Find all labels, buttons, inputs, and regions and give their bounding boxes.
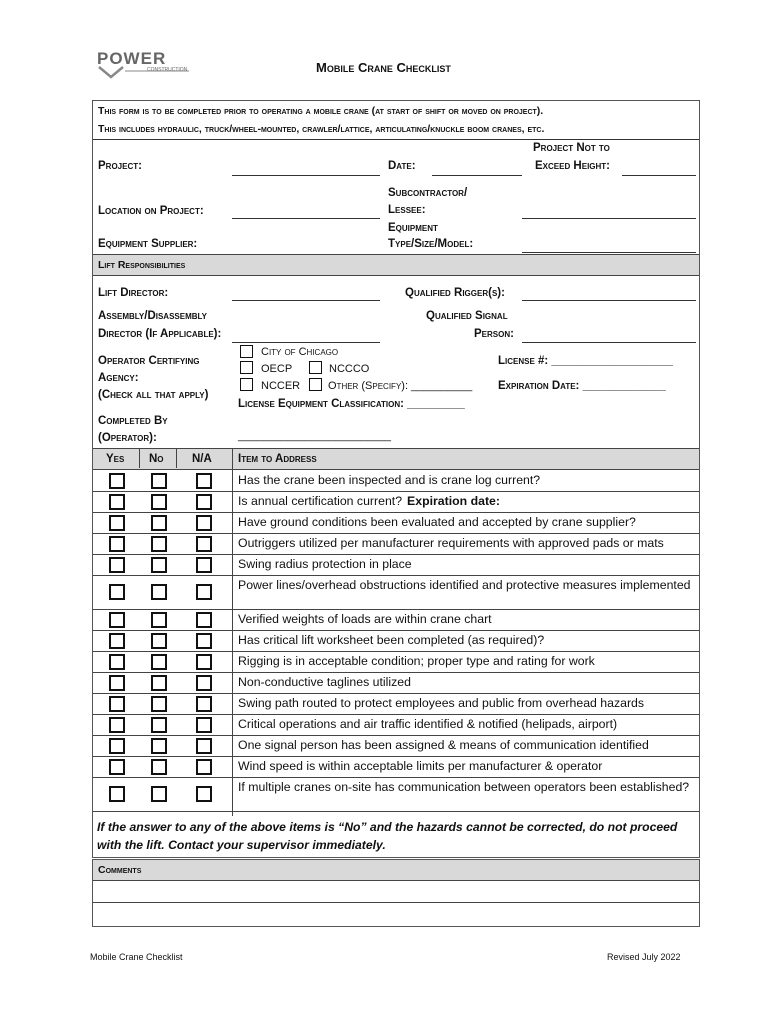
oecp-checkbox[interactable] [240,361,253,374]
checkbox-no[interactable] [151,515,167,531]
col-divider [232,448,233,816]
row-divider [93,714,699,715]
logo-sub: CONSTRUCTION [147,67,188,73]
checklist-item [238,653,696,670]
checklist-item-text: Verified weights of loads are within crane chart [238,612,492,626]
checklist-item [238,716,696,733]
checkbox-na[interactable] [196,633,212,649]
checklist-item-text: Have ground conditions been evaluated and accepted by crane supplier? [238,515,636,529]
row-divider [93,651,699,652]
row-divider [93,512,699,513]
comments-label: Comments [98,864,142,876]
lift-director-input[interactable] [232,300,380,301]
nccer-checkbox[interactable] [240,378,253,391]
checkbox-yes[interactable] [109,584,125,600]
checklist-item-text: Non-conductive taglines utilized [238,675,411,689]
checkbox-na[interactable] [196,536,212,552]
oecp-label: OECP [261,363,293,375]
checkbox-yes[interactable] [109,633,125,649]
expiration-date-label: Expiration date: [407,494,500,508]
checkbox-na[interactable] [196,786,212,802]
assembly-label-1: Assembly/Disassembly [98,310,208,322]
checkbox-na[interactable] [196,494,212,510]
checklist-item [238,695,696,712]
checkbox-yes[interactable] [109,675,125,691]
equip-type-label-2: Type/Size/Model: [388,238,474,250]
col-na: N/A [192,453,212,465]
row-divider [93,630,699,631]
col-divider [176,448,177,468]
checkbox-yes[interactable] [109,759,125,775]
checklist-item-text: Wind speed is within acceptable limits per manufacturer & operator [238,759,603,773]
checkbox-no[interactable] [151,717,167,733]
row-divider [93,756,699,757]
chicago-label: City of Chicago [261,346,339,358]
row-divider [93,609,699,610]
lift-director-label: Lift Director: [98,287,169,299]
checkbox-na[interactable] [196,473,212,489]
checkbox-na[interactable] [196,584,212,600]
checklist-item [238,493,696,510]
project-label: Project: [98,160,142,172]
checkbox-na[interactable] [196,654,212,670]
checkbox-yes[interactable] [109,536,125,552]
equip-type-input[interactable] [522,252,696,253]
checkbox-no[interactable] [151,557,167,573]
checklist-item-text: If multiple cranes on-site has communication between operators been established? [238,780,690,794]
checkbox-no[interactable] [151,786,167,802]
row-divider [93,672,699,673]
signal-label-1: Qualified Signal [426,310,508,322]
checkbox-yes[interactable] [109,654,125,670]
checkbox-no[interactable] [151,759,167,775]
checkbox-no[interactable] [151,536,167,552]
col-item: Item to Address [238,453,317,465]
checkbox-yes[interactable] [109,557,125,573]
footer-left: Mobile Crane Checklist [90,952,183,962]
checklist-item [238,758,696,775]
checkbox-yes[interactable] [109,612,125,628]
assembly-input[interactable] [232,342,380,343]
col-yes: Yes [106,453,125,465]
project-input[interactable] [232,175,380,176]
operator-label-2: Agency: [98,372,139,384]
checklist-item [238,737,696,754]
checkbox-na[interactable] [196,696,212,712]
checkbox-na[interactable] [196,717,212,733]
nccco-checkbox[interactable] [309,361,322,374]
checklist-item-text: Power lines/overhead obstructions identified and protective measures implemented [238,578,691,592]
checklist-item [238,577,696,594]
row-divider [93,735,699,736]
completed-input[interactable]: _________________________ [238,430,391,442]
comments-line[interactable] [93,902,699,903]
assembly-label-2: Director (If Applicable): [98,328,222,340]
checkbox-na[interactable] [196,675,212,691]
nccco-label: NCCCO [329,363,370,375]
checklist-item [238,535,696,552]
checklist-item-text: Rigging is in acceptable condition; proper type and rating for work [238,654,595,668]
page-title: Mobile Crane Checklist [316,60,451,75]
completed-label-2: (Operator): [98,432,157,444]
qualified-rigger-input[interactable] [522,300,696,301]
completed-label-1: Completed By [98,415,168,427]
checkbox-no[interactable] [151,584,167,600]
intro-line-1: This form is to be completed prior to operating a mobile crane (at start of shift or moved on project). [98,105,544,117]
other-checkbox[interactable] [309,378,322,391]
height-label-2: Exceed Height: [535,160,611,172]
checkbox-yes[interactable] [109,494,125,510]
classification-label[interactable]: License Equipment Classification: _________ [238,398,465,410]
company-logo [97,50,192,82]
checkbox-yes[interactable] [109,738,125,754]
row-divider [93,575,699,576]
warning-text: If the answer to any of the above items is “No” and the hazards cannot be corrected, do not proceed with the lift. Contact your supervisor immediately. [97,820,678,852]
checkbox-na[interactable] [196,612,212,628]
subcontractor-label-2: Lessee: [388,204,426,216]
signal-label-2: Person: [474,328,514,340]
row-divider [93,533,699,534]
checklist-item [238,514,696,531]
checkbox-na[interactable] [196,557,212,573]
row-divider [93,693,699,694]
location-label: Location on Project: [98,205,204,217]
checklist-item [238,611,696,628]
signal-input[interactable] [522,342,696,343]
checklist-item-text: Swing radius protection in place [238,557,412,571]
equip-type-label-1: Equipment [388,222,438,234]
checklist-item-text: Is annual certification current? [238,494,403,508]
checklist-item-text: Has the crane been inspected and is crane log current? [238,473,541,487]
checklist-item-text: Has critical lift worksheet been completed (as required)? [238,633,545,647]
checkbox-no[interactable] [151,633,167,649]
chicago-checkbox[interactable] [240,345,253,358]
logo-brand: POWER [97,49,167,68]
footer-right: Revised July 2022 [607,952,681,962]
checkbox-no[interactable] [151,494,167,510]
operator-label-1: Operator Certifying [98,355,200,367]
checklist-item-text: Critical operations and air traffic identified & notified (helipads, airport) [238,717,618,731]
checklist-item [238,632,696,649]
row-divider [93,811,699,812]
checkbox-no[interactable] [151,675,167,691]
height-label-1: Project Not to [533,142,610,154]
qualified-rigger-label: Qualified Rigger(s): [405,287,505,299]
checklist-item-text: Swing path routed to protect employees and public from overhead hazards [238,696,645,710]
other-label: Other (Specify): __________ [328,380,473,392]
height-input[interactable] [622,175,696,176]
checkbox-na[interactable] [196,515,212,531]
row-divider [93,491,699,492]
checkbox-yes[interactable] [109,717,125,733]
divider [93,139,699,140]
lift-header-label: Lift Responsibilities [98,259,186,271]
checklist-item-text: One signal person has been assigned & means of communication identified [238,738,649,752]
checkbox-yes[interactable] [109,786,125,802]
checklist-item [238,472,696,489]
checkbox-yes[interactable] [109,696,125,712]
checkbox-na[interactable] [196,759,212,775]
checkbox-no[interactable] [151,473,167,489]
checkbox-yes[interactable] [109,515,125,531]
location-input[interactable] [232,218,380,219]
intro-line-2: This includes hydraulic, truck/wheel-mounted, crawler/lattice, articulating/knuckle boom cranes, etc. [98,123,545,135]
date-label: Date: [388,160,416,172]
nccer-label: NCCER [261,380,301,392]
checkbox-no[interactable] [151,612,167,628]
checkbox-no[interactable] [151,654,167,670]
row-divider [93,777,699,778]
operator-label-3: (Check all that apply) [98,389,209,401]
checkbox-yes[interactable] [109,473,125,489]
checklist-item [238,674,696,691]
checklist-item-text: Outriggers utilized per manufacturer requirements with approved pads or mats [238,536,664,550]
col-divider [139,448,140,468]
col-no: No [149,453,164,465]
checklist-item [238,556,696,573]
row-divider [93,554,699,555]
checkbox-na[interactable] [196,738,212,754]
expiration-label[interactable]: Expiration Date: _____________ [498,380,666,392]
checklist-item [238,779,696,796]
subcontractor-input[interactable] [522,218,696,219]
equip-supplier-label: Equipment Supplier: [98,238,198,250]
license-label[interactable]: License #: ___________________ [498,355,673,367]
subcontractor-label-1: Subcontractor/ [388,187,468,199]
checkbox-no[interactable] [151,738,167,754]
checkbox-no[interactable] [151,696,167,712]
comments-header [93,860,699,881]
table-header [93,448,699,470]
date-input[interactable] [432,175,522,176]
